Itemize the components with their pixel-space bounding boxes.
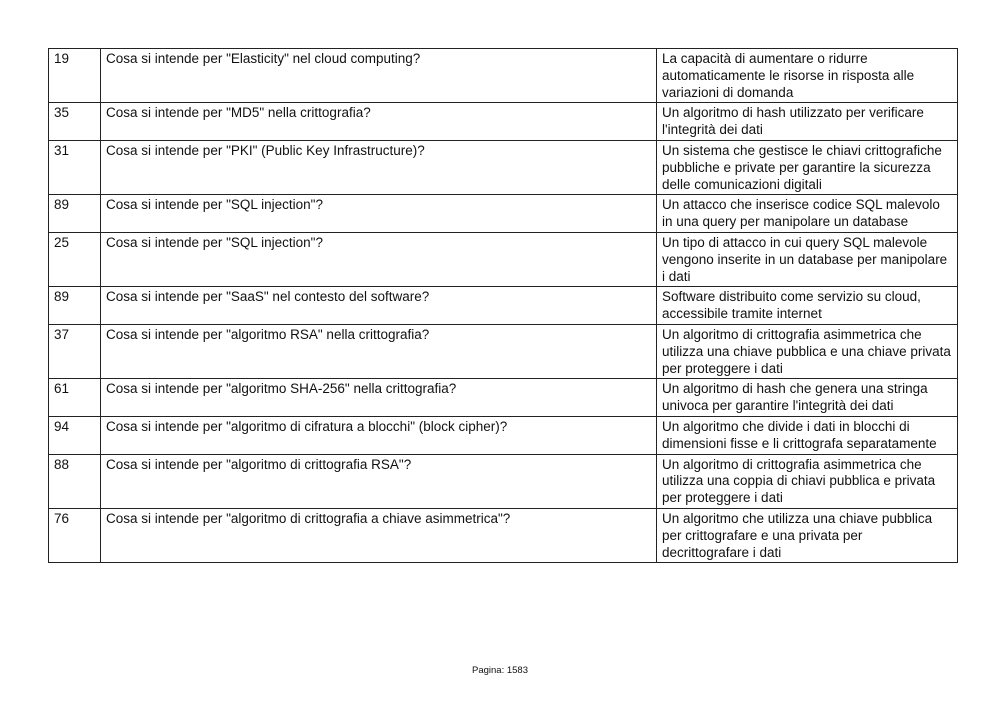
answer-cell: Un algoritmo di crittografia asimmetrica che utilizza una coppia di chiavi pubblica e privata per proteggere i dati bbox=[657, 454, 958, 508]
question-cell: Cosa si intende per "PKI" (Public Key Infrastructure)? bbox=[101, 140, 657, 194]
qa-table bbox=[48, 48, 958, 563]
question-cell: Cosa si intende per "SQL injection"? bbox=[101, 232, 657, 286]
table-row bbox=[49, 379, 958, 417]
table-row bbox=[49, 232, 958, 286]
table-row bbox=[49, 324, 958, 378]
page-number: Pagina: 1583 bbox=[472, 665, 528, 676]
question-cell: Cosa si intende per "algoritmo di cifratura a blocchi" (block cipher)? bbox=[101, 416, 657, 454]
answer-cell: Un algoritmo di crittografia asimmetrica che utilizza una chiave pubblica e una chiave privata per proteggere i dati bbox=[657, 324, 958, 378]
table-row bbox=[49, 49, 958, 103]
answer-cell: Un algoritmo che divide i dati in blocchi di dimensioni fisse e li crittografa separatamente bbox=[657, 416, 958, 454]
table-row bbox=[49, 454, 958, 508]
answer-cell: Un algoritmo che utilizza una chiave pubblica per crittografare e una privata per decrittografare i dati bbox=[657, 508, 958, 562]
answer-cell: Un tipo di attacco in cui query SQL malevole vengono inserite in un database per manipolare i dati bbox=[657, 232, 958, 286]
question-cell: Cosa si intende per "algoritmo SHA-256" nella crittografia? bbox=[101, 379, 657, 417]
question-number-cell: 76 bbox=[49, 508, 101, 562]
table-row bbox=[49, 140, 958, 194]
answer-cell: Un algoritmo di hash che genera una stringa univoca per garantire l'integrità dei dati bbox=[657, 379, 958, 417]
question-cell: Cosa si intende per "Elasticity" nel cloud computing? bbox=[101, 49, 657, 103]
question-number-cell: 35 bbox=[49, 103, 101, 141]
answer-cell: Un algoritmo di hash utilizzato per verificare l'integrità dei dati bbox=[657, 103, 958, 141]
qa-table-body bbox=[49, 49, 958, 563]
question-number-cell: 61 bbox=[49, 379, 101, 417]
question-number-cell: 31 bbox=[49, 140, 101, 194]
question-number-cell: 94 bbox=[49, 416, 101, 454]
question-number-cell: 19 bbox=[49, 49, 101, 103]
question-cell: Cosa si intende per "algoritmo di crittografia RSA"? bbox=[101, 454, 657, 508]
question-cell: Cosa si intende per "algoritmo RSA" nella crittografia? bbox=[101, 324, 657, 378]
question-number-cell: 88 bbox=[49, 454, 101, 508]
question-number-cell: 25 bbox=[49, 232, 101, 286]
question-cell: Cosa si intende per "SQL injection"? bbox=[101, 195, 657, 233]
question-cell: Cosa si intende per "algoritmo di crittografia a chiave asimmetrica"? bbox=[101, 508, 657, 562]
answer-cell: Un attacco che inserisce codice SQL malevolo in una query per manipolare un database bbox=[657, 195, 958, 233]
question-number-cell: 89 bbox=[49, 287, 101, 325]
answer-cell: Un sistema che gestisce le chiavi crittografiche pubbliche e private per garantire la sicurezza delle comunicazioni digitali bbox=[657, 140, 958, 194]
question-cell: Cosa si intende per "MD5" nella crittografia? bbox=[101, 103, 657, 141]
table-row bbox=[49, 508, 958, 562]
table-row bbox=[49, 416, 958, 454]
answer-cell: Software distribuito come servizio su cloud, accessibile tramite internet bbox=[657, 287, 958, 325]
table-row bbox=[49, 287, 958, 325]
answer-cell: La capacità di aumentare o ridurre automaticamente le risorse in risposta alle variazioni di domanda bbox=[657, 49, 958, 103]
question-number-cell: 37 bbox=[49, 324, 101, 378]
table-row bbox=[49, 195, 958, 233]
table-row bbox=[49, 103, 958, 141]
question-number-cell: 89 bbox=[49, 195, 101, 233]
question-cell: Cosa si intende per "SaaS" nel contesto del software? bbox=[101, 287, 657, 325]
